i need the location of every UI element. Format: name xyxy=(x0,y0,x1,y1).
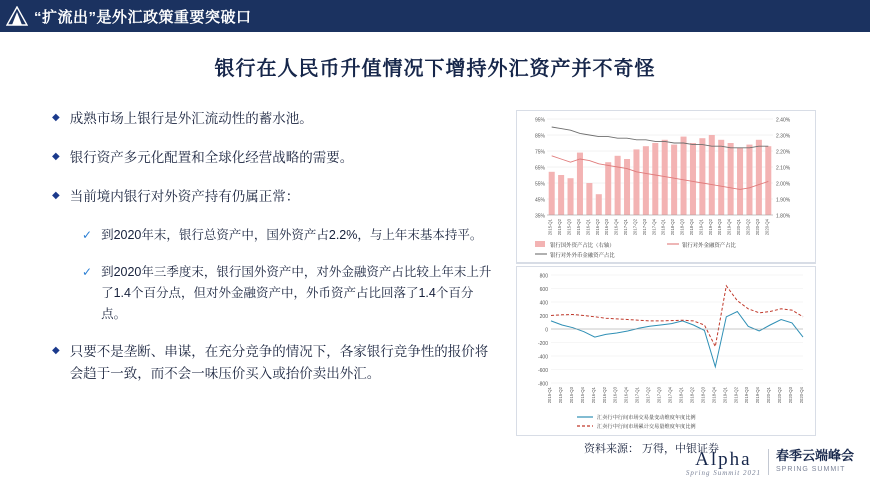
svg-text:2018-Q3: 2018-Q3 xyxy=(679,219,685,236)
svg-text:55%: 55% xyxy=(534,181,545,188)
svg-text:2017-Q2: 2017-Q2 xyxy=(632,219,638,236)
list-item xyxy=(82,262,492,325)
subbullet-text: 到2020年三季度末，银行国外资产中，对外金融资产占比较上年末上升了1.4个百分点，但对外金融资产中，外币资产占比回落了1.4个百分点。 xyxy=(101,265,492,321)
svg-text:2018-Q4: 2018-Q4 xyxy=(711,387,717,404)
svg-text:2018-Q1: 2018-Q1 xyxy=(678,387,684,404)
list-item xyxy=(52,341,492,385)
svg-text:2018-Q2: 2018-Q2 xyxy=(689,387,695,404)
svg-text:2019-Q4: 2019-Q4 xyxy=(755,387,761,404)
svg-text:2015-Q2: 2015-Q2 xyxy=(558,387,563,404)
alpha-logo xyxy=(686,449,761,477)
svg-text:2018-Q1: 2018-Q1 xyxy=(660,219,666,236)
alpha-subtitle: Spring Summit 2021 xyxy=(685,469,761,477)
footer-cn-sub: SPRING SUMMIT xyxy=(775,466,846,473)
svg-text:2015-Q3: 2015-Q3 xyxy=(568,387,574,404)
list-item xyxy=(52,186,492,208)
check-bullet-icon: ✓ xyxy=(82,265,93,279)
page-title: 银行在人民币升值情况下增持外汇资产并不奇怪 xyxy=(214,58,656,80)
content-column xyxy=(52,108,492,402)
svg-text:汇卖行中行间市场交易量变动维度年度比例: 汇卖行中行间市场交易量变动维度年度比例 xyxy=(597,415,696,421)
svg-text:2016-Q3: 2016-Q3 xyxy=(612,387,618,404)
svg-text:2017-Q1: 2017-Q1 xyxy=(634,387,640,404)
svg-text:2020-Q1: 2020-Q1 xyxy=(766,387,772,404)
svg-text:2016-Q1: 2016-Q1 xyxy=(585,219,591,236)
svg-text:2020-Q4: 2020-Q4 xyxy=(799,387,804,404)
svg-text:2020-Q2: 2020-Q2 xyxy=(745,219,751,236)
bullet-text: 只要不是垄断、串谋，在充分竞争的情况下，各家银行竞争性的报价将会趋于一致，而不会一味压价买入或抬价卖出外汇。 xyxy=(69,344,489,381)
svg-text:-200: -200 xyxy=(537,341,548,347)
svg-text:2016-Q4: 2016-Q4 xyxy=(623,387,629,404)
svg-text:2017-Q1: 2017-Q1 xyxy=(623,219,628,236)
svg-text:45%: 45% xyxy=(534,197,545,204)
diamond-bullet-icon: ◆ xyxy=(52,112,60,123)
svg-text:2015-Q3: 2015-Q3 xyxy=(566,219,572,236)
subbullet-text: 到2020年末，银行总资产中，国外资产占2.2%，与上年末基本持平。 xyxy=(101,228,483,242)
svg-text:35%: 35% xyxy=(534,213,545,220)
chart-1-legend-box xyxy=(516,236,816,263)
svg-text:65%: 65% xyxy=(534,165,545,172)
divider xyxy=(768,449,769,475)
svg-text:2.00%: 2.00% xyxy=(776,181,791,188)
svg-text:2.20%: 2.20% xyxy=(776,149,791,156)
svg-text:2020-Q4: 2020-Q4 xyxy=(764,219,770,236)
svg-text:2015-Q4: 2015-Q4 xyxy=(579,387,585,404)
svg-text:2019-Q1: 2019-Q1 xyxy=(698,219,704,236)
footer-brand xyxy=(686,449,854,477)
svg-text:0: 0 xyxy=(545,327,548,334)
svg-text:2017-Q3: 2017-Q3 xyxy=(656,387,662,404)
chart-fx-settlement xyxy=(516,266,816,436)
list-item xyxy=(52,108,492,130)
svg-text:2.10%: 2.10% xyxy=(776,165,791,172)
svg-text:2017-Q2: 2017-Q2 xyxy=(645,387,651,404)
svg-text:400: 400 xyxy=(539,300,548,307)
bullet-text: 成熟市场上银行是外汇流动性的蓄水池。 xyxy=(69,111,313,126)
svg-text:2019-Q4: 2019-Q4 xyxy=(726,219,732,236)
svg-text:2020-Q2: 2020-Q2 xyxy=(777,387,783,404)
svg-text:2020-Q3: 2020-Q3 xyxy=(788,387,793,404)
list-item xyxy=(82,225,492,246)
chart-2-canvas xyxy=(517,267,813,433)
diamond-bullet-icon: ◆ xyxy=(52,190,60,201)
svg-text:1.80%: 1.80% xyxy=(776,213,791,220)
diamond-bullet-icon: ◆ xyxy=(52,345,60,356)
footer-cn-title xyxy=(776,449,854,477)
svg-text:2015-Q1: 2015-Q1 xyxy=(547,387,552,404)
svg-text:-600: -600 xyxy=(537,368,548,374)
svg-text:2019-Q3: 2019-Q3 xyxy=(744,387,750,404)
svg-text:-400: -400 xyxy=(537,354,548,361)
svg-text:2.40%: 2.40% xyxy=(776,117,791,124)
svg-text:2016-Q2: 2016-Q2 xyxy=(601,387,607,404)
svg-text:2019-Q2: 2019-Q2 xyxy=(707,219,713,236)
svg-text:2018-Q2: 2018-Q2 xyxy=(670,219,676,236)
svg-text:600: 600 xyxy=(539,287,548,293)
slide-header xyxy=(0,0,870,32)
svg-text:2018-Q3: 2018-Q3 xyxy=(700,387,706,404)
svg-text:汇卖行中行间市场累计交易量维度年度比例: 汇卖行中行间市场累计交易量维度年度比例 xyxy=(597,424,696,430)
chart-1-legend xyxy=(517,236,813,262)
check-bullet-icon: ✓ xyxy=(82,228,93,242)
source-note: 资料来源： 万得，中银证券 xyxy=(584,443,720,455)
svg-text:2017-Q4: 2017-Q4 xyxy=(651,219,657,236)
svg-text:2016-Q3: 2016-Q3 xyxy=(604,219,610,236)
svg-text:2018-Q4: 2018-Q4 xyxy=(689,219,694,236)
svg-text:200: 200 xyxy=(539,314,548,320)
svg-text:85%: 85% xyxy=(534,133,545,140)
diamond-bullet-icon: ◆ xyxy=(52,151,60,162)
svg-text:2019-Q3: 2019-Q3 xyxy=(717,219,723,236)
svg-text:2020-Q3: 2020-Q3 xyxy=(754,219,760,236)
svg-text:1.90%: 1.90% xyxy=(776,197,791,204)
svg-text:2015-Q2: 2015-Q2 xyxy=(557,219,563,236)
header-title: “扩流出”是外汇政策重要突破口 xyxy=(34,8,252,26)
svg-text:75%: 75% xyxy=(534,149,545,156)
svg-text:银行国外资产占比（右轴）: 银行国外资产占比（右轴） xyxy=(550,243,615,249)
svg-text:2017-Q3: 2017-Q3 xyxy=(641,219,647,236)
svg-text:2019-Q1: 2019-Q1 xyxy=(722,387,728,404)
svg-text:2015-Q4: 2015-Q4 xyxy=(576,219,581,236)
svg-text:2019-Q2: 2019-Q2 xyxy=(733,387,739,404)
svg-text:银行对外外币金融资产占比: 银行对外外币金融资产占比 xyxy=(550,253,615,259)
alpha-wordmark: Alpha xyxy=(695,449,752,470)
svg-text:2017-Q4: 2017-Q4 xyxy=(667,387,673,404)
bullet-text: 当前境内银行对外资产持有仍属正常： xyxy=(69,189,300,204)
svg-text:95%: 95% xyxy=(534,117,545,124)
svg-text:800: 800 xyxy=(539,273,548,280)
footer-cn-main: 春季云端峰会 xyxy=(775,448,854,463)
svg-text:2016-Q4: 2016-Q4 xyxy=(613,219,619,236)
svg-text:2016-Q2: 2016-Q2 xyxy=(594,219,600,236)
svg-text:-800: -800 xyxy=(537,381,548,388)
bullet-text: 银行资产多元化配置和全球化经营战略的需要。 xyxy=(69,150,354,165)
svg-text:2016-Q1: 2016-Q1 xyxy=(590,387,596,404)
svg-text:2015-Q1: 2015-Q1 xyxy=(547,219,553,236)
svg-text:2.30%: 2.30% xyxy=(776,133,791,140)
mountain-logo-icon xyxy=(0,0,34,32)
list-item xyxy=(52,147,492,169)
svg-text:2020-Q1: 2020-Q1 xyxy=(736,219,741,236)
svg-text:银行对外金融资产占比: 银行对外金融资产占比 xyxy=(682,243,736,249)
